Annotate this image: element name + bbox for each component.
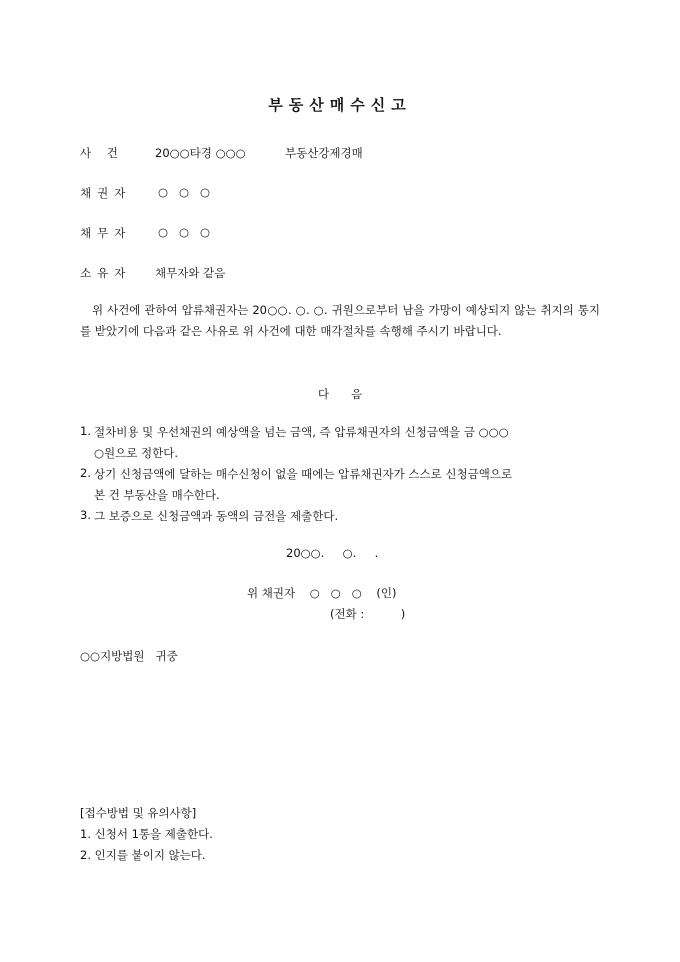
- item-text: 절차비용 및 우선채권의 예상액을 넘는 금액, 즉 압류채권자의 신청금액을 금 ○○○: [94, 425, 509, 439]
- note-item: 1. 신청서 1통을 제출한다.: [80, 827, 213, 841]
- case-type: 부동산강제경매: [285, 146, 363, 160]
- case-number: 20○○타경 ○○○: [155, 146, 246, 160]
- body-paragraph: 위 사건에 관하여 압류채권자는 20○○. ○. ○. 귀원으로부터 남을 가망이 예상되지 않는 취지의 통지를 받았기에 다음과 같은 사유로 위 사건에 대한 매각절차를 속행해 주시기 바랍니다.: [80, 303, 600, 338]
- item-number: 2.: [80, 466, 91, 480]
- date-line: 20○○. ○. .: [286, 546, 379, 560]
- debtor-label: 채무자: [80, 226, 132, 240]
- note-item: 2. 인지를 붙이지 않는다.: [80, 848, 206, 862]
- debtor-name: ○ ○ ○: [158, 225, 211, 239]
- creditor-label: 채권자: [80, 186, 132, 200]
- item-text: 상기 신청금액에 달하는 매수신청이 없을 때에는 압류채권자가 스스로 신청금액으로: [94, 467, 513, 481]
- case-label: 사 건: [80, 146, 124, 160]
- document-title: 부동산매수신고: [268, 96, 412, 114]
- creditor-name: ○ ○ ○: [158, 185, 211, 199]
- signature-line: 위 채권자 ○ ○ ○ (인): [247, 586, 397, 600]
- owner-label: 소유자: [80, 266, 132, 280]
- owner-value: 채무자와 같음: [155, 266, 226, 280]
- item-text: 그 보증으로 신청금액과 동액의 금전을 제출한다.: [94, 509, 339, 523]
- item-text-continued: ○원으로 정한다.: [94, 446, 178, 460]
- notes-heading: [접수방법 및 유의사항]: [80, 806, 197, 820]
- item-number: 3.: [80, 508, 91, 522]
- item-text-continued: 본 건 부동산을 매수한다.: [94, 488, 220, 502]
- item-number: 1.: [80, 424, 91, 438]
- court-addressee: ○○지방법원 귀중: [80, 649, 178, 663]
- section-heading: 다 음: [317, 387, 363, 401]
- phone-line: (전화 : ): [330, 607, 406, 621]
